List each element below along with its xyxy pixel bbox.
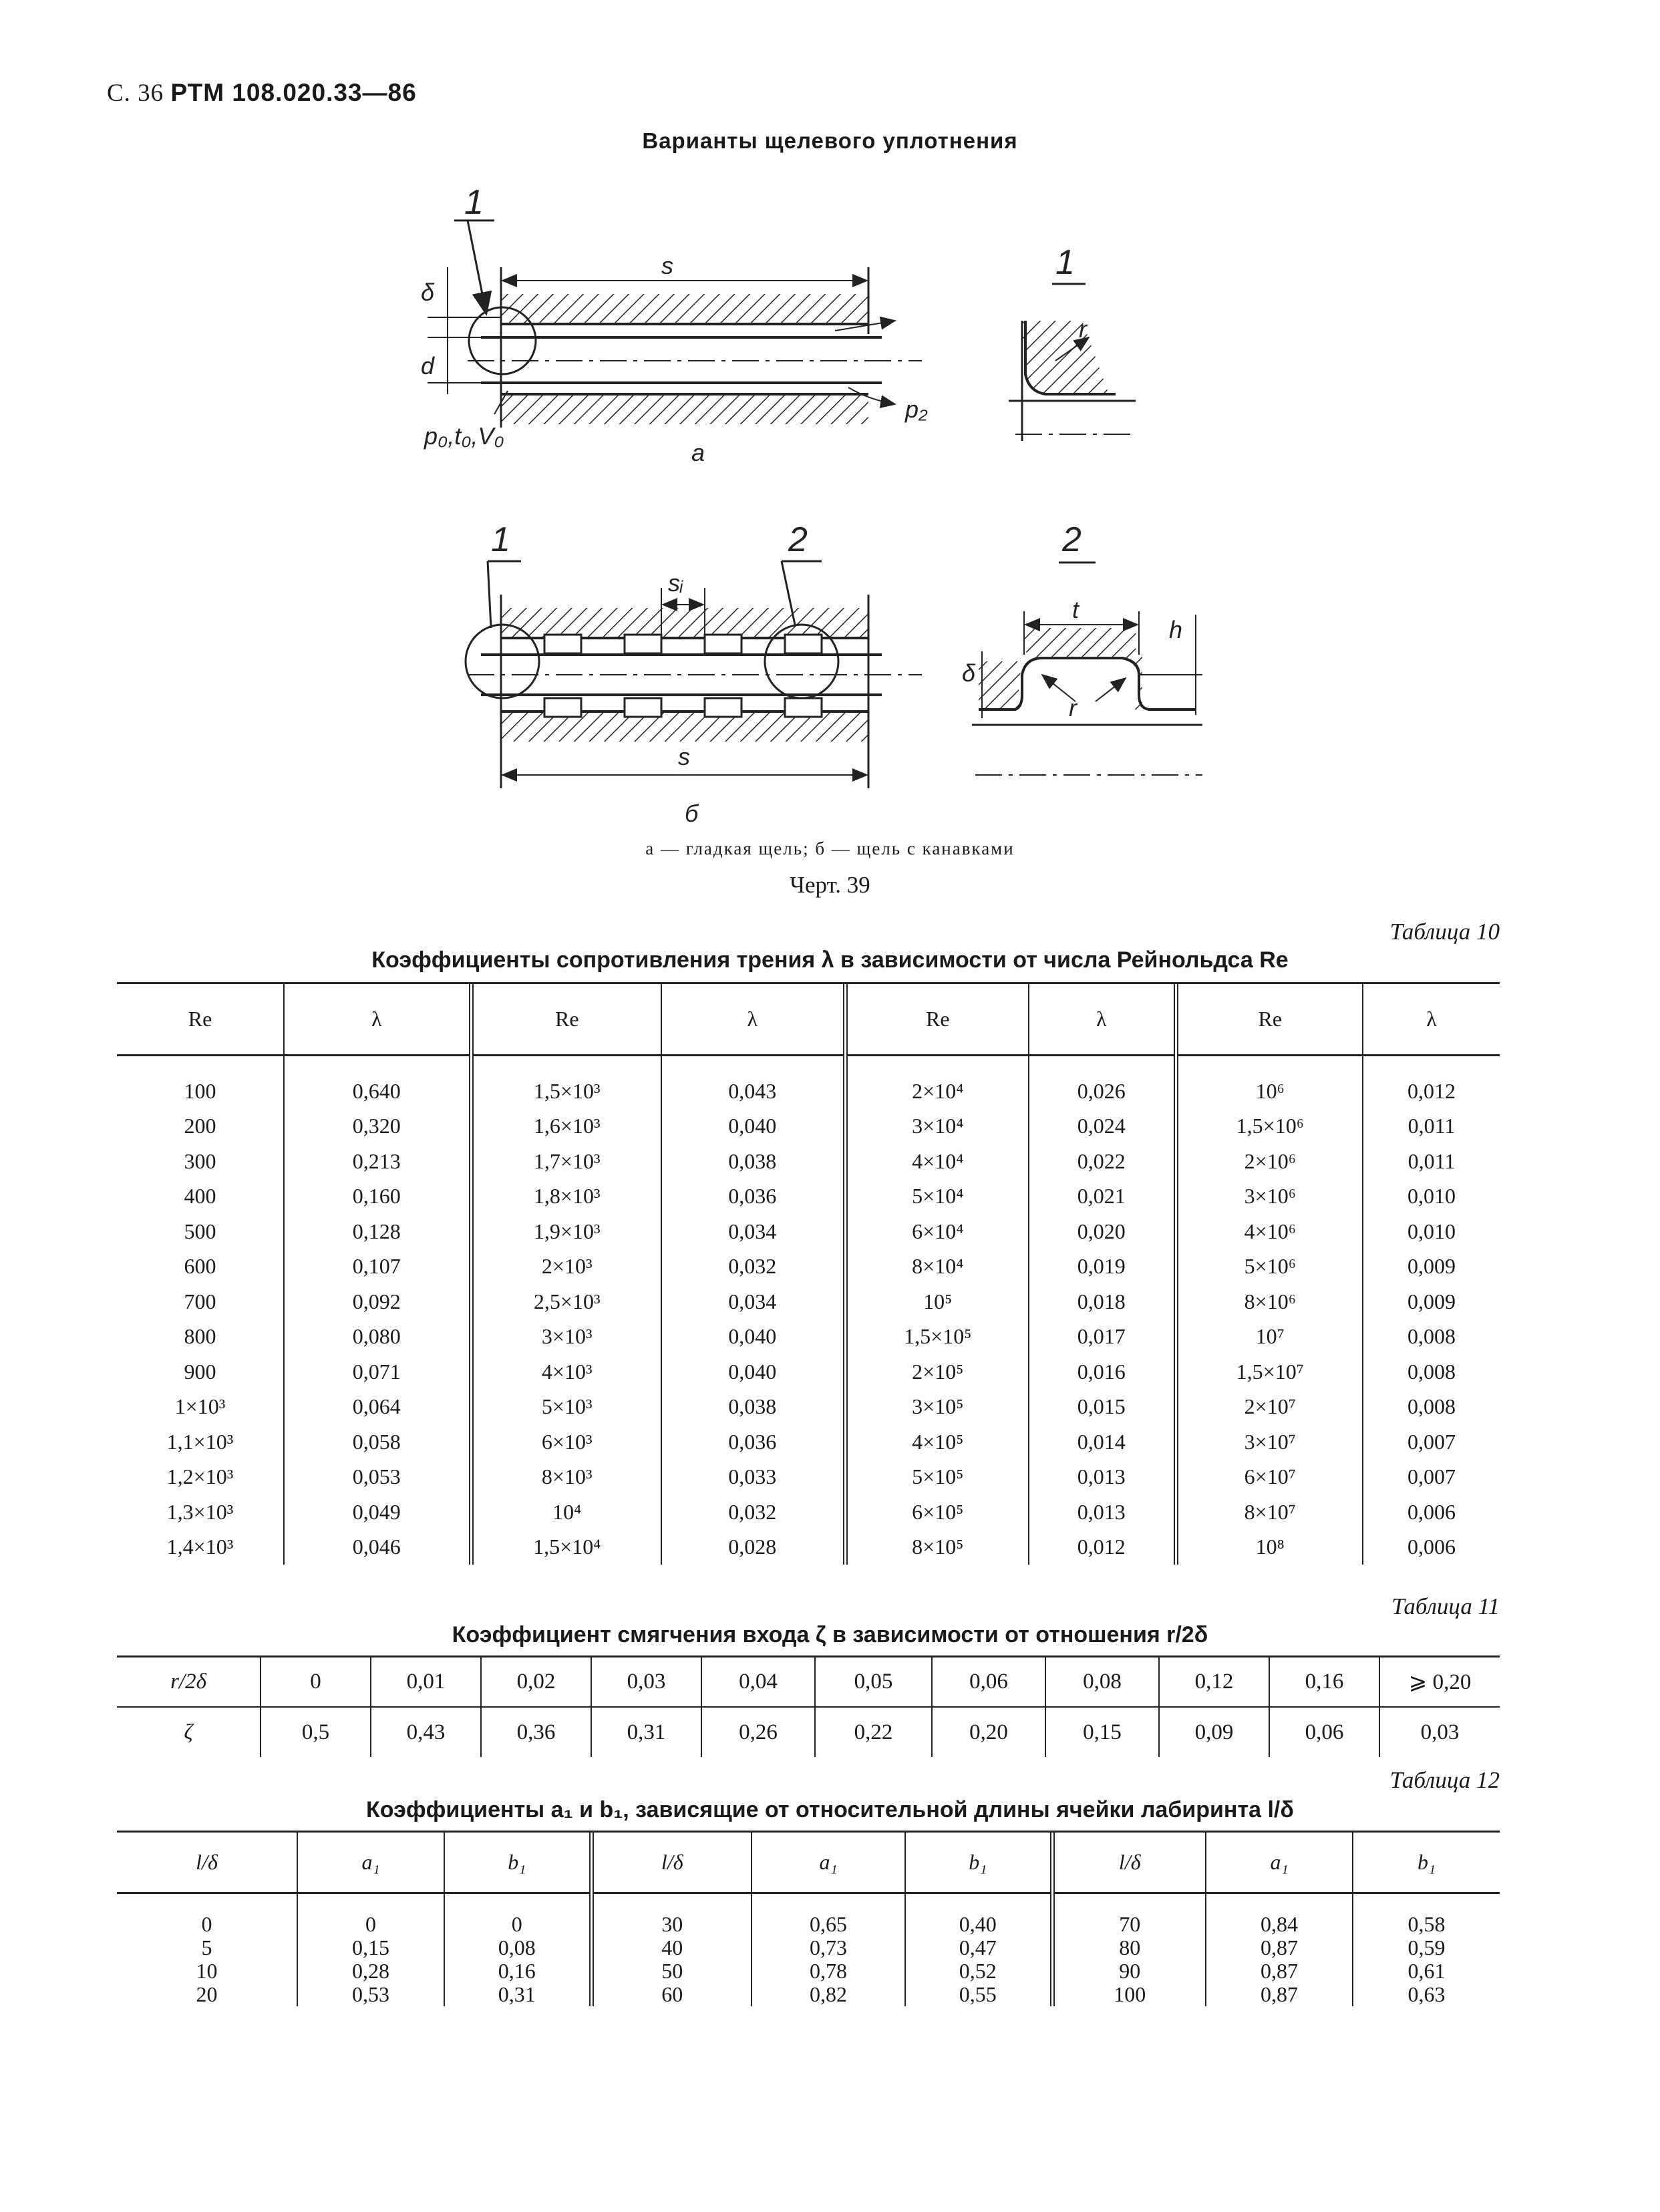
table-cell: 8×10⁵ (845, 1530, 1029, 1565)
table-cell: 0,036 (661, 1424, 845, 1460)
table-cell: 0,058 (284, 1424, 471, 1460)
table-cell: 0,26 (701, 1707, 815, 1757)
table-cell: 1,5×10⁵ (845, 1319, 1029, 1355)
table-cell: 2×10³ (471, 1249, 661, 1285)
outlet-label: p₂ (905, 396, 928, 423)
table-cell: 4×10⁵ (845, 1424, 1029, 1460)
inlet-label: p₀,t₀,V₀ (424, 422, 504, 450)
table-cell: 0,028 (661, 1530, 845, 1565)
table-cell: 0,63 (1353, 1983, 1500, 2006)
table-cell: 0,02 (481, 1657, 591, 1707)
table10-header: Re (117, 983, 284, 1056)
table-cell: 0,014 (1029, 1424, 1176, 1460)
table-cell: 0,038 (661, 1144, 845, 1179)
table-cell: 100 (1052, 1983, 1206, 2006)
table-cell: 0,82 (752, 1983, 905, 2006)
table-cell: 600 (184, 1254, 216, 1279)
table-cell: 0,046 (284, 1530, 471, 1565)
table-cell: 0,36 (481, 1707, 591, 1757)
table-cell: 50 (591, 1959, 752, 1983)
table-cell: r/2δ (117, 1657, 261, 1707)
table-cell: 0,12 (1159, 1657, 1269, 1707)
dim-d-label: d (421, 352, 435, 379)
detail-2-drawing (972, 563, 1202, 775)
table-cell: 3×10⁵ (845, 1390, 1029, 1425)
table-cell: 0,064 (284, 1390, 471, 1425)
table10-row (117, 1284, 1500, 1319)
table-cell: 1,2×10³ (166, 1464, 234, 1489)
table-cell: 0,08 (1045, 1657, 1159, 1707)
table11-row (117, 1707, 1500, 1757)
table-cell: 2×10⁶ (1176, 1144, 1363, 1179)
table-cell: 0,008 (1363, 1319, 1500, 1355)
table-cell: 0,31 (444, 1983, 591, 2006)
table12-title (0, 1797, 1660, 1823)
table-cell: 1×10³ (174, 1394, 226, 1419)
table-cell: 90 (1052, 1959, 1206, 1983)
table-cell: 0,06 (1269, 1707, 1379, 1757)
table12-row (117, 1983, 1500, 2006)
table-cell: 0,009 (1363, 1284, 1500, 1319)
table-cell: 3×10⁴ (845, 1109, 1029, 1144)
table11-label: Таблица 11 (1391, 1593, 1500, 1619)
table11-title-text: Коэффициент смягчения входа ζ в зависимости от отношения r/2δ (452, 1622, 1208, 1647)
table-cell: 0,010 (1363, 1214, 1500, 1249)
table-cell: 5×10⁵ (845, 1460, 1029, 1495)
table12-title-text: Коэффициенты a₁ и b₁, зависящие от относительной длины ячейки лабиринта l/δ (366, 1797, 1294, 1823)
table-cell: 2×10⁵ (845, 1354, 1029, 1390)
figure-caption: а — гладкая щель; б — щель с канавками (645, 838, 1015, 858)
table-cell: 0,20 (932, 1707, 1045, 1757)
table10-row (117, 1460, 1500, 1495)
table10-header: Re (471, 983, 661, 1056)
table-cell: 4×10⁴ (845, 1144, 1029, 1179)
table12-row (117, 1936, 1500, 1959)
table-cell: 0,28 (297, 1959, 444, 1983)
table-cell: ⩾ 0,20 (1379, 1657, 1500, 1707)
table-cell: 0,013 (1029, 1460, 1176, 1495)
table-cell: 0,15 (297, 1936, 444, 1959)
table12-row (117, 1893, 1500, 1937)
table-cell: 8×10⁴ (845, 1249, 1029, 1285)
table10-row (117, 1390, 1500, 1425)
table-cell: 1,3×10³ (166, 1499, 234, 1524)
table-cell: 0,87 (1206, 1983, 1353, 2006)
table-cell: 5×10³ (471, 1390, 661, 1425)
table-cell: 300 (184, 1148, 216, 1173)
table-cell: 0,080 (284, 1319, 471, 1355)
table-cell: 200 (184, 1114, 216, 1138)
table-cell: 0,53 (297, 1983, 444, 2006)
table-cell: 0,007 (1363, 1460, 1500, 1495)
seal-drawing (0, 0, 1660, 842)
subfig-b-label: б (685, 800, 699, 827)
table-cell: 1,5×10⁴ (471, 1530, 661, 1565)
table-cell: 1,7×10³ (471, 1144, 661, 1179)
table-cell: 0,213 (284, 1144, 471, 1179)
table-cell: 0,87 (1206, 1959, 1353, 1983)
table-cell: 1,5×10³ (471, 1056, 661, 1109)
table10-header: λ (1029, 983, 1176, 1056)
table-cell: 1,8×10³ (471, 1179, 661, 1215)
table-cell: 0,022 (1029, 1144, 1176, 1179)
table-cell: 0,22 (815, 1707, 932, 1757)
table-cell: 1,1×10³ (166, 1429, 234, 1454)
table-cell: 400 (184, 1184, 216, 1209)
table-cell: 30 (591, 1893, 752, 1937)
table-cell: 0,040 (661, 1354, 845, 1390)
table-cell: 0,06 (932, 1657, 1045, 1707)
table-cell: 0,092 (284, 1284, 471, 1319)
table-cell: 0,038 (661, 1390, 845, 1425)
table-cell: 0,012 (1029, 1530, 1176, 1565)
table-cell: 0,09 (1159, 1707, 1269, 1757)
table-cell: 0,5 (261, 1707, 371, 1757)
table10-title (0, 947, 1660, 973)
table-cell: 900 (184, 1359, 216, 1384)
subfig-a-label: а (691, 439, 705, 466)
table-cell: 0,040 (661, 1109, 845, 1144)
table-cell: 0,05 (815, 1657, 932, 1707)
table-cell: 6×10³ (471, 1424, 661, 1460)
table-cell: 8×10³ (471, 1460, 661, 1495)
table12-header: b₁ (1353, 1832, 1500, 1893)
table12-header: a₁ (1206, 1832, 1353, 1893)
dim-si-label: sᵢ (668, 569, 683, 597)
dim-s-label-a: s (661, 252, 673, 279)
table10-row (117, 1179, 1500, 1215)
table-cell: 0,160 (284, 1179, 471, 1215)
table-cell: 6×10⁵ (845, 1494, 1029, 1530)
table-cell: 20 (196, 1982, 218, 2006)
table-cell: 0,40 (905, 1893, 1052, 1937)
table-cell: 0,032 (661, 1494, 845, 1530)
variant-a-drawing (428, 220, 922, 428)
table-cell: 8×10⁷ (1176, 1494, 1363, 1530)
table-cell: 0,017 (1029, 1319, 1176, 1355)
table-cell: 0,008 (1363, 1354, 1500, 1390)
table-cell: 0,043 (661, 1056, 845, 1109)
table-cell: 0,024 (1029, 1109, 1176, 1144)
table-cell: 0,021 (1029, 1179, 1176, 1215)
table-cell: 3×10³ (471, 1319, 661, 1355)
table-cell: 4×10³ (471, 1354, 661, 1390)
table-cell: 0,55 (905, 1983, 1052, 2006)
table-cell: 0,03 (591, 1657, 701, 1707)
table-cell: 0,006 (1363, 1494, 1500, 1530)
table-cell: 10⁴ (471, 1494, 661, 1530)
table-cell: 5×10⁶ (1176, 1249, 1363, 1285)
table-cell: 1,9×10³ (471, 1214, 661, 1249)
table-cell: 0,019 (1029, 1249, 1176, 1285)
table10-row (117, 1354, 1500, 1390)
table-cell: 0,018 (1029, 1284, 1176, 1319)
table10-header: Re (845, 983, 1029, 1056)
table-cell: 0,01 (371, 1657, 481, 1707)
table-cell: 4×10⁶ (1176, 1214, 1363, 1249)
table-cell: 0,43 (371, 1707, 481, 1757)
table-cell: 10⁸ (1176, 1530, 1363, 1565)
table-cell: 8×10⁶ (1176, 1284, 1363, 1319)
table12-header: l/δ (591, 1832, 752, 1893)
page-number: С. 36 (107, 80, 164, 107)
table-cell: ζ (184, 1720, 193, 1744)
table-cell: 0,128 (284, 1214, 471, 1249)
detail-1-r-label: r (1079, 315, 1087, 343)
table-cell: 0,015 (1029, 1390, 1176, 1425)
table12-header: b₁ (905, 1832, 1052, 1893)
variant-b-drawing (466, 561, 922, 788)
table10-row (117, 1214, 1500, 1249)
table-cell: 0,61 (1353, 1959, 1500, 1983)
table-cell: 0,033 (661, 1460, 845, 1495)
table-cell: 0,03 (1379, 1707, 1500, 1757)
table-cell: 40 (591, 1936, 752, 1959)
table-cell: 0,73 (752, 1936, 905, 1959)
table-cell: 10 (196, 1959, 218, 1983)
table-cell: 0,04 (701, 1657, 815, 1707)
table-cell: 0,31 (591, 1707, 701, 1757)
table-cell: 0,87 (1206, 1936, 1353, 1959)
table-cell: 10⁵ (845, 1284, 1029, 1319)
table12-header: l/δ (117, 1832, 297, 1893)
table-cell: 5×10⁴ (845, 1179, 1029, 1215)
table10-row (117, 1056, 1500, 1109)
table11-title (0, 1622, 1660, 1648)
table-cell: 0,009 (1363, 1249, 1500, 1285)
callout-1-label: 1 (464, 183, 484, 222)
table-cell: 0,008 (1363, 1390, 1500, 1425)
table10-header: Re (1176, 983, 1363, 1056)
table12-header-row (117, 1832, 1500, 1893)
table-cell: 0,58 (1353, 1893, 1500, 1937)
table-cell: 0 (444, 1893, 591, 1937)
table-cell: 0,049 (284, 1494, 471, 1530)
detail-2-t-label: t (1072, 596, 1080, 623)
table-cell: 0 (261, 1657, 371, 1707)
table-cell: 0,026 (1029, 1056, 1176, 1109)
table10-title-text: Коэффициенты сопротивления трения λ в зависимости от числа Рейнольдса Re (371, 947, 1289, 973)
table-cell: 0,107 (284, 1249, 471, 1285)
dim-delta-label: δ (421, 279, 435, 306)
detail-1-label: 1 (1055, 243, 1075, 282)
table-cell: 0,59 (1353, 1936, 1500, 1959)
table10 (117, 983, 1500, 1565)
table-cell: 0,011 (1363, 1144, 1500, 1179)
table-cell: 0,65 (752, 1893, 905, 1937)
table-cell: 0,036 (661, 1179, 845, 1215)
table-cell: 6×10⁴ (845, 1214, 1029, 1249)
table-cell: 2×10⁷ (1176, 1390, 1363, 1425)
table-cell: 1,5×10⁶ (1176, 1109, 1363, 1144)
table10-label: Таблица 10 (1389, 919, 1500, 945)
figure-number: Черт. 39 (790, 872, 870, 898)
figure-title: Варианты щелевого уплотнения (642, 128, 1018, 153)
table-cell: 0,16 (444, 1959, 591, 1983)
table-cell: 0,006 (1363, 1530, 1500, 1565)
detail-2-r-label: r (1069, 694, 1077, 722)
table-cell: 500 (184, 1219, 216, 1243)
table-cell: 0,011 (1363, 1109, 1500, 1144)
table10-row (117, 1494, 1500, 1530)
detail-2-label: 2 (1062, 520, 1082, 559)
table-cell: 0,013 (1029, 1494, 1176, 1530)
table10-header: λ (284, 983, 471, 1056)
table-cell: 5 (201, 1935, 212, 1959)
table10-row (117, 1530, 1500, 1565)
table-cell: 6×10⁷ (1176, 1460, 1363, 1495)
table-cell: 0,52 (905, 1959, 1052, 1983)
table12-header: b₁ (444, 1832, 591, 1893)
table-cell: 0,320 (284, 1109, 471, 1144)
table-cell: 800 (184, 1324, 216, 1349)
callout-1-label-b: 1 (491, 520, 510, 559)
table12-row (117, 1959, 1500, 1983)
table-cell: 2,5×10³ (471, 1284, 661, 1319)
table-cell: 1,4×10³ (166, 1535, 234, 1559)
table10-header: λ (661, 983, 845, 1056)
table-cell: 0,15 (1045, 1707, 1159, 1757)
table-cell: 10⁶ (1176, 1056, 1363, 1109)
table-cell: 3×10⁷ (1176, 1424, 1363, 1460)
table-cell: 0 (297, 1893, 444, 1937)
table10-row (117, 1249, 1500, 1285)
detail-2-h-label: h (1169, 616, 1183, 643)
dim-s-label-b: s (678, 743, 690, 770)
table-cell: 60 (591, 1983, 752, 2006)
table-cell: 700 (184, 1289, 216, 1313)
table10-header-row (117, 983, 1500, 1056)
table10-header: λ (1363, 983, 1500, 1056)
table-cell: 0,020 (1029, 1214, 1176, 1249)
table-cell: 0,034 (661, 1284, 845, 1319)
table-cell: 1,5×10⁷ (1176, 1354, 1363, 1390)
callout-2-label-b: 2 (788, 520, 808, 559)
table-cell: 0,08 (444, 1936, 591, 1959)
table-cell: 0 (201, 1912, 212, 1936)
table-cell: 0,071 (284, 1354, 471, 1390)
table11-row (117, 1657, 1500, 1707)
table-cell: 10⁷ (1176, 1319, 1363, 1355)
table-cell: 0,010 (1363, 1179, 1500, 1215)
table12-label: Таблица 12 (1389, 1767, 1500, 1793)
document-code: РТМ 108.020.33—86 (170, 79, 417, 106)
table-cell: 0,032 (661, 1249, 845, 1285)
table-cell: 0,47 (905, 1936, 1052, 1959)
table-cell: 0,012 (1363, 1056, 1500, 1109)
table-cell: 0,040 (661, 1319, 845, 1355)
table-cell: 2×10⁴ (845, 1056, 1029, 1109)
table-cell: 0,053 (284, 1460, 471, 1495)
table11 (117, 1657, 1500, 1757)
table12-header: a₁ (752, 1832, 905, 1893)
table-cell: 0,640 (284, 1056, 471, 1109)
table-cell: 1,6×10³ (471, 1109, 661, 1144)
table-cell: 80 (1052, 1936, 1206, 1959)
table12 (117, 1832, 1500, 2006)
table-cell: 70 (1052, 1893, 1206, 1937)
table-cell: 0,84 (1206, 1893, 1353, 1937)
table10-row (117, 1424, 1500, 1460)
table12-header: l/δ (1052, 1832, 1206, 1893)
table-cell: 0,034 (661, 1214, 845, 1249)
table-cell: 0,016 (1029, 1354, 1176, 1390)
table10-row (117, 1109, 1500, 1144)
table-cell: 0,78 (752, 1959, 905, 1983)
table-cell: 0,007 (1363, 1424, 1500, 1460)
detail-1-drawing (1009, 284, 1136, 441)
table-cell: 0,16 (1269, 1657, 1379, 1707)
table10-row (117, 1144, 1500, 1179)
table-cell: 100 (184, 1078, 216, 1103)
table12-header: a₁ (297, 1832, 444, 1893)
table-cell: 3×10⁶ (1176, 1179, 1363, 1215)
detail-2-delta-label: δ (962, 659, 976, 687)
table10-row (117, 1319, 1500, 1355)
